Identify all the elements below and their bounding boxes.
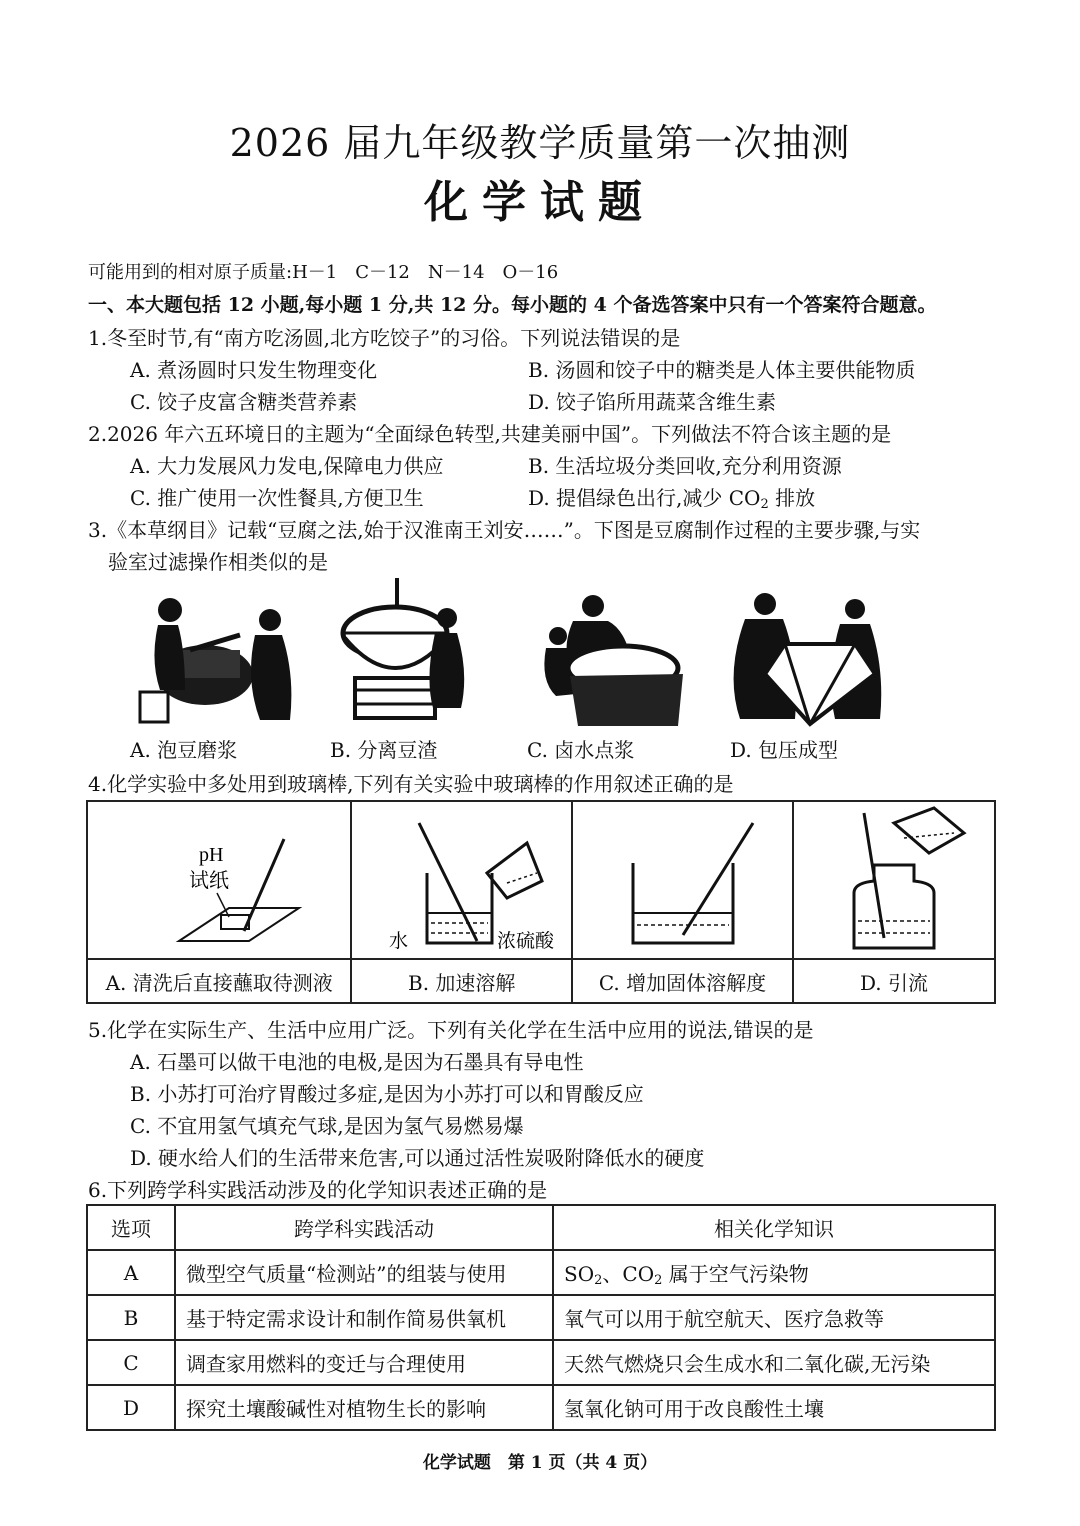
row-option: D [87, 1385, 175, 1430]
water-label: 水 [388, 930, 408, 952]
q3-stem-line1: 3.《本草纲目》记载“豆腐之法,始于汉淮南王刘安……”。下图是豆腐制作过程的主要步骤,与实 [88, 518, 921, 542]
row-activity: 基于特定需求设计和制作简易供氧机 [175, 1295, 553, 1340]
q3-option-a: A. 泡豆磨浆 [130, 738, 238, 762]
ph-label: pH [199, 843, 224, 866]
q3-stem-line2: 验室过滤操作相类似的是 [108, 550, 328, 574]
row-activity: 调查家用燃料的变迁与合理使用 [175, 1340, 553, 1385]
exam-title: 2026 届九年级教学质量第一次抽测 [229, 121, 851, 165]
q4-option-a: A. 清洗后直接蘸取待测液 [87, 959, 351, 1003]
row-activity: 微型空气质量“检测站”的组装与使用 [175, 1250, 553, 1295]
row-activity: 探究土壤酸碱性对植物生长的影响 [175, 1385, 553, 1430]
page-footer: 化学试题 第 1 页（共 4 页） [422, 1453, 658, 1473]
q4-figure-a [87, 801, 351, 959]
q5-option-b: B. 小苏打可治疗胃酸过多症,是因为小苏打可以和胃酸反应 [130, 1082, 644, 1106]
ph-paper-figure [99, 803, 339, 953]
q4-stem: 4.化学实验中多处用到玻璃棒,下列有关实验中玻璃棒的作用叙述正确的是 [88, 772, 734, 796]
q1-option-c: C. 饺子皮富含糖类营养素 [130, 390, 358, 414]
table-row [87, 1340, 995, 1385]
test-paper-label: 试纸 [189, 869, 230, 892]
row-option: A [87, 1250, 175, 1295]
q4-figure-c [572, 801, 793, 959]
q6-stem: 6.下列跨学科实践活动涉及的化学知识表述正确的是 [88, 1178, 548, 1202]
q4-option-b: B. 加速溶解 [351, 959, 572, 1003]
tofu-coagulating-illustration [538, 586, 698, 736]
row-knowledge: 氧气可以用于航空航天、医疗急救等 [553, 1295, 995, 1340]
q2-option-c: C. 推广使用一次性餐具,方便卫生 [130, 486, 424, 510]
tofu-filtering-illustration [335, 578, 495, 728]
q5-stem: 5.化学在实际生产、生活中应用广泛。下列有关化学在生活中应用的说法,错误的是 [88, 1018, 814, 1042]
q2-option-a: A. 大力发展风力发电,保障电力供应 [130, 454, 444, 478]
tofu-pressing-illustration [725, 584, 895, 734]
q3-option-c: C. 卤水点浆 [527, 738, 635, 762]
q1-stem: 1.冬至时节,有“南方吃汤圆,北方吃饺子”的习俗。下列说法错误的是 [88, 326, 681, 350]
acid-label: 浓硫酸 [496, 930, 554, 952]
row-option: B [87, 1295, 175, 1340]
q6-table [86, 1204, 996, 1431]
header-option: 选项 [87, 1205, 175, 1250]
q4-option-c: C. 增加固体溶解度 [572, 959, 793, 1003]
table-header-row [87, 1205, 995, 1250]
header-activity: 跨学科实践活动 [175, 1205, 553, 1250]
row-knowledge: $SO_2$、$CO_2$ 属于空气污染物 [553, 1250, 995, 1295]
exam-subject: 化学试题 [424, 177, 656, 228]
table-row [87, 1295, 995, 1340]
q5-option-d: D. 硬水给人们的生活带来危害,可以通过活性炭吸附降低水的硬度 [130, 1146, 705, 1170]
q4-figure-d [793, 801, 995, 959]
q1-option-d: D. 饺子馅所用蔬菜含维生素 [528, 390, 777, 414]
q2-option-d: D. 提倡绿色出行,减少 $CO_2$ 排放 [528, 486, 816, 512]
q3-option-b: B. 分离豆渣 [330, 738, 438, 762]
tofu-grinding-illustration [130, 580, 310, 730]
q3-option-d: D. 包压成型 [730, 738, 839, 762]
table-row [87, 1385, 995, 1430]
section-heading: 一、本大题包括 12 小题,每小题 1 分,共 12 分。每小题的 4 个备选答案中只有一个答案符合题意。 [88, 294, 937, 316]
atomic-mass-line: 可能用到的相对原子质量:H－1 C－12 N－14 O－16 [88, 262, 559, 283]
q5-option-a: A. 石墨可以做干电池的电极,是因为石墨具有导电性 [130, 1050, 584, 1074]
dilute-acid-figure [357, 803, 567, 953]
q1-option-b: B. 汤圆和饺子中的糖类是人体主要供能物质 [528, 358, 916, 382]
row-knowledge: 天然气燃烧只会生成水和二氧化碳,无污染 [553, 1340, 995, 1385]
pour-liquid-figure [794, 803, 994, 953]
row-knowledge: 氢氧化钠可用于改良酸性土壤 [553, 1385, 995, 1430]
q4-figure-table [86, 800, 996, 1004]
q1-option-a: A. 煮汤圆时只发生物理变化 [130, 358, 378, 382]
q4-figure-b [351, 801, 572, 959]
row-option: C [87, 1340, 175, 1385]
header-knowledge: 相关化学知识 [553, 1205, 995, 1250]
table-row [87, 1250, 995, 1295]
q2-option-b: B. 生活垃圾分类回收,充分利用资源 [528, 454, 842, 478]
q2-stem: 2.2026 年六五环境日的主题为“全面绿色转型,共建美丽中国”。下列做法不符合该主题的是 [88, 422, 892, 446]
q4-option-d: D. 引流 [793, 959, 995, 1003]
stir-dissolve-figure [583, 803, 783, 953]
q5-option-c: C. 不宜用氢气填充气球,是因为氢气易燃易爆 [130, 1114, 524, 1138]
